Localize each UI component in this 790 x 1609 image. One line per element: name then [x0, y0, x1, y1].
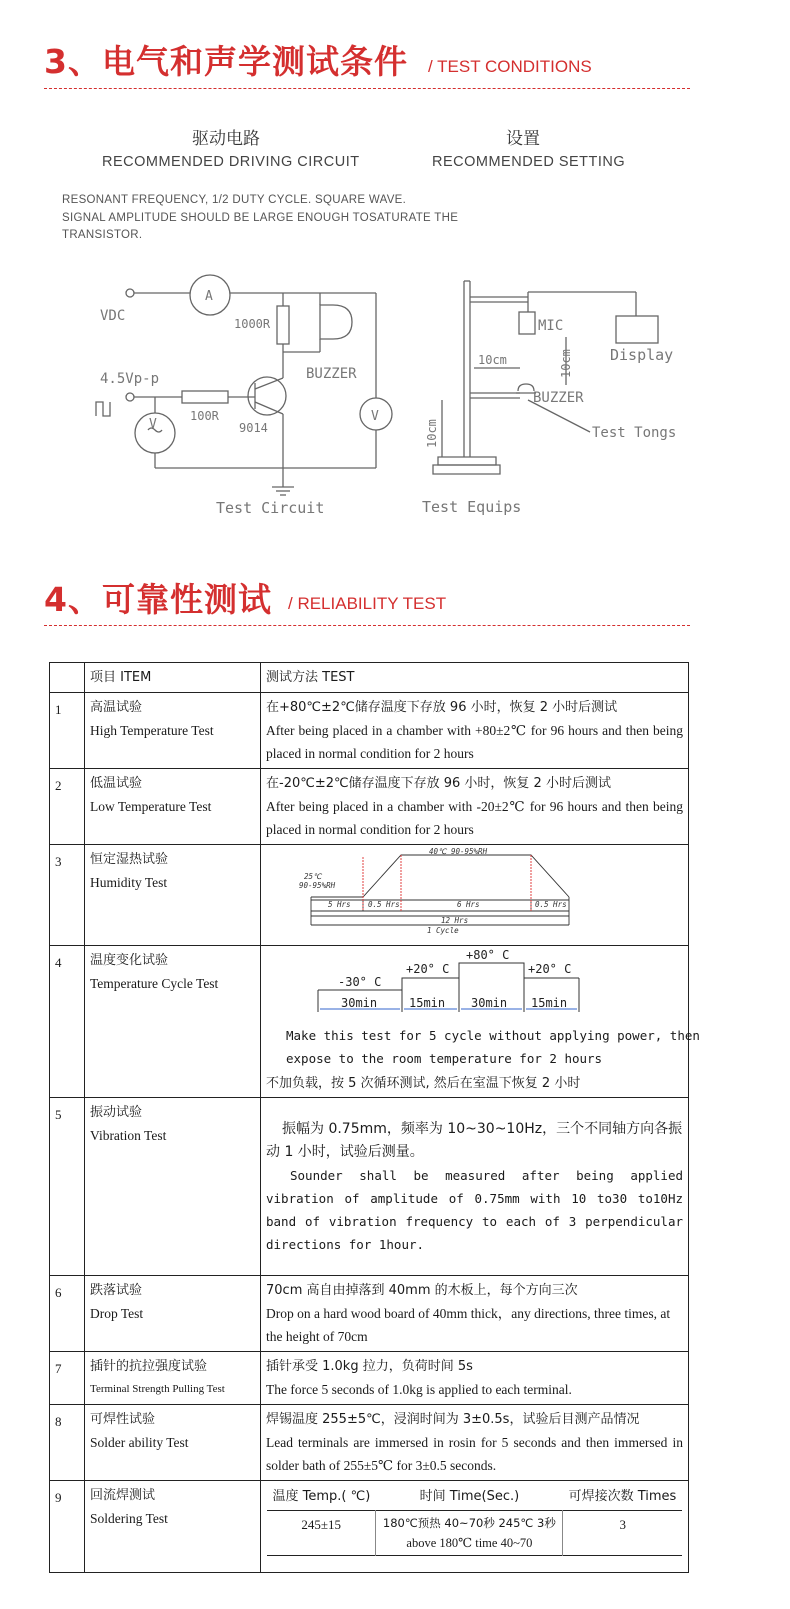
soldering-header-times: 可焊接次数 Times [568, 1489, 677, 1504]
signal-label: 4.5Vp-p [100, 371, 160, 387]
height-label: 10cm [425, 419, 439, 448]
item-zh: 高温试验 [90, 700, 143, 715]
section3-subtitle: / TEST CONDITIONS [428, 57, 592, 76]
ammeter-label: A [205, 289, 213, 304]
tongs-label: Test Tongs [592, 425, 677, 441]
soldering-header-time: 时间 Time(Sec.) [419, 1489, 520, 1504]
soldering-temp-value: 245±15 [267, 1511, 376, 1556]
cycle-temp-4: +20° C [528, 962, 572, 976]
table-row [50, 1481, 689, 1573]
item-en: Temperature Cycle Test [90, 976, 219, 991]
item-zh: 插针的抗拉强度试验 [90, 1359, 208, 1374]
note-line-3: TRANSISTOR. [62, 229, 143, 241]
row-number: 7 [50, 1352, 85, 1405]
test-en: After being placed in a chamber with -20±2℃ for 96 hours and then being placed in normal condition for 2 hours [266, 799, 683, 837]
test-zh: 70cm 高自由掉落到 40mm 的木板上，每个方向三次 [266, 1283, 578, 1298]
source-voltmeter-label: V [149, 417, 157, 432]
soldering-subtable [267, 1483, 682, 1556]
temperature-cycle-chart [266, 946, 686, 1016]
row-number: 5 [50, 1098, 85, 1276]
resistor2-label: 100R [190, 409, 219, 423]
test-en: Drop on a hard wood board of 40mm thick，any directions, three times, at the height of 70cm [266, 1306, 671, 1344]
section4-subtitle: / RELIABILITY TEST [288, 594, 447, 613]
item-en: Humidity Test [90, 875, 168, 890]
table-row [50, 1098, 689, 1276]
equip-buzzer-label: BUZZER [533, 390, 584, 406]
cycle-duration-1: 30min [341, 996, 378, 1010]
section4-title: 4、可靠性测试 [44, 580, 272, 619]
test-en: The force 5 seconds of 1.0kg is applied to each terminal. [266, 1382, 572, 1397]
setting-caption-zh: 设置 [506, 129, 540, 149]
table-row [50, 1276, 689, 1352]
row-number: 9 [50, 1481, 85, 1573]
voltmeter-label: V [371, 409, 379, 424]
row-number: 8 [50, 1405, 85, 1481]
test-zh: 插针承受 1.0kg 拉力，负荷时间 5s [266, 1359, 473, 1374]
buzzer-label: BUZZER [306, 366, 357, 382]
section4-divider [44, 625, 690, 626]
cycle-test-en-1: Make this test for 5 cycle without applying power, then [286, 1028, 700, 1043]
row-number: 6 [50, 1276, 85, 1352]
item-zh: 温度变化试验 [90, 953, 169, 968]
cycle-duration-3: 30min [471, 996, 508, 1010]
humidity-left-rh: 90-95%RH [299, 881, 336, 890]
header-test: 测试方法 TEST [261, 663, 689, 693]
humidity-seg1: 5 Hrs [328, 900, 351, 909]
cycle-test-zh: 不加负载，按 5 次循环测试, 然后在室温下恢复 2 小时 [266, 1076, 581, 1091]
table-row [50, 1352, 689, 1405]
item-zh: 跌落试验 [90, 1283, 143, 1298]
note-line-1: RESONANT FREQUENCY, 1/2 DUTY CYCLE. SQUARE WAVE. [62, 194, 407, 206]
resistor1-label: 1000R [234, 317, 271, 331]
circuit-caption: Test Circuit [216, 499, 325, 517]
test-zh: 焊锡温度 255±5℃，浸润时间为 3±0.5s，试验后目测产品情况 [266, 1412, 640, 1427]
table-row [50, 1405, 689, 1481]
vibration-test-en: Sounder shall be measured after being applied vibration of amplitude of 0.75mm with 10 to30 to10Hz band of vibration frequency to each of 3 perpendicular directions for 1hour. [266, 1168, 683, 1252]
humidity-seg4: 0.5 Hrs [535, 900, 567, 909]
circuit-caption-zh: 驱动电路 [192, 129, 260, 149]
humidity-seg2: 0.5 Hrs [368, 900, 400, 909]
vibration-test-zh: 振幅为 0.75mm，频率为 10~30~10Hz，三个不同轴方向各振动 1 小时，试验后测量。 [266, 1121, 683, 1160]
cycle-temp-1: -30° C [338, 975, 382, 989]
humidity-top-label: 40℃ 90-95%RH [429, 847, 488, 856]
reliability-table [49, 662, 700, 1573]
row-number: 3 [50, 845, 85, 946]
cycle-temp-2: +20° C [406, 962, 450, 976]
display-label: Display [610, 346, 674, 364]
note-line-2: SIGNAL AMPLITUDE SHOULD BE LARGE ENOUGH TOSATURATE THE [62, 211, 459, 224]
item-zh: 振动试验 [90, 1105, 143, 1120]
test-circuit-diagram [0, 0, 790, 560]
item-en: Low Temperature Test [90, 799, 212, 814]
item-en: Soldering Test [90, 1511, 168, 1526]
row-number: 1 [50, 693, 85, 769]
soldering-time-value-2: above 180℃ time 40~70 [406, 1536, 533, 1550]
table-row [50, 769, 689, 845]
item-zh: 可焊性试验 [90, 1412, 156, 1427]
transistor-label: 9014 [239, 421, 268, 435]
cycle-duration-2: 15min [409, 996, 446, 1010]
header-no-cell [50, 663, 85, 693]
header-item: 项目 ITEM [85, 663, 261, 693]
table-row [50, 946, 689, 1098]
table-header-row [50, 663, 689, 693]
table-row [50, 845, 689, 946]
humidity-seg3: 6 Hrs [457, 900, 480, 909]
cycle-temp-3: +80° C [466, 948, 510, 962]
humidity-total: 12 Hrs [441, 916, 469, 925]
circuit-caption-en: RECOMMENDED DRIVING CIRCUIT [102, 154, 360, 170]
mic-label: MIC [538, 318, 564, 334]
section3-title: 3、电气和声学测试条件 [44, 42, 408, 81]
cycle-test-en-2: expose to the room temperature for 2 hours [286, 1051, 603, 1066]
item-en: High Temperature Test [90, 723, 214, 738]
horizontal-distance-label: 10cm [478, 353, 507, 367]
humidity-cycle: 1 Cycle [427, 926, 459, 935]
item-en: Vibration Test [90, 1128, 167, 1143]
item-en: Terminal Strength Pulling Test [90, 1383, 225, 1395]
item-en: Drop Test [90, 1306, 144, 1321]
vdc-label: VDC [100, 308, 126, 324]
item-zh: 恒定湿热试验 [90, 852, 169, 867]
soldering-time-value-1: 180℃预热 40~70秒 245℃ 3秒 [382, 1516, 556, 1530]
item-zh: 低温试验 [90, 776, 143, 791]
row-number: 4 [50, 946, 85, 1098]
vertical-distance-label: 10cm [559, 349, 573, 378]
soldering-header-temp: 温度 Temp.( ℃) [272, 1489, 371, 1504]
setting-caption-en: RECOMMENDED SETTING [432, 154, 626, 170]
soldering-times-value: 3 [619, 1517, 626, 1532]
cycle-duration-4: 15min [531, 996, 568, 1010]
test-zh: 在+80℃±2℃储存温度下存放 96 小时，恢复 2 小时后测试 [266, 700, 618, 715]
test-zh: 在-20℃±2℃储存温度下存放 96 小时，恢复 2 小时后测试 [266, 776, 611, 791]
item-en: Solder ability Test [90, 1435, 189, 1450]
test-en: After being placed in a chamber with +80±2℃ for 96 hours and then being placed in normal condition for 2 hours [266, 723, 683, 761]
item-zh: 回流焊测试 [90, 1488, 156, 1503]
row-number: 2 [50, 769, 85, 845]
equip-caption: Test Equips [422, 498, 522, 516]
test-en: Lead terminals are immersed in rosin for 5 seconds and then immersed in solder bath of 255±5℃ for 3±0.5 seconds. [266, 1435, 683, 1473]
table-row [50, 693, 689, 769]
humidity-profile-chart [261, 845, 689, 937]
humidity-left-temp: 25℃ [304, 872, 322, 881]
